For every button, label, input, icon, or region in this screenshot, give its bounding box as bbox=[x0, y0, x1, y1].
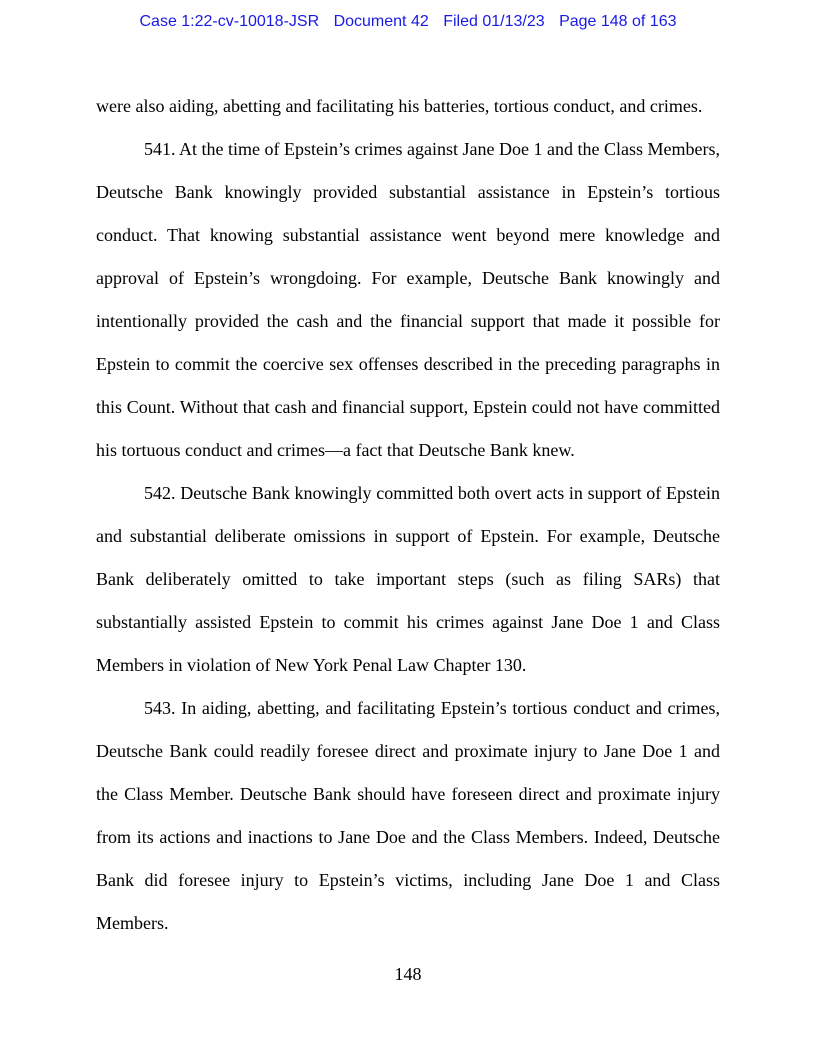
paragraph-542: 542. Deutsche Bank knowingly committed both overt acts in support of Epstein and substantial deliberate omissions in support of Epstein. For example, Deutsche Bank deliberately omitted to take important steps (such as filing SARs) that substantially assisted Epstein to commit his crimes against Jane Doe 1 and Class Members in violation of New York Penal Law Chapter 130. bbox=[96, 483, 720, 675]
document-number: Document 42 bbox=[333, 13, 429, 30]
paragraph-continuation: were also aiding, abetting and facilitating his batteries, tortious conduct, and crimes. bbox=[96, 96, 703, 116]
page-of-total: Page 148 of 163 bbox=[559, 13, 677, 30]
document-body bbox=[96, 85, 720, 945]
case-number: Case 1:22-cv-10018-JSR bbox=[139, 13, 320, 30]
paragraph-543: 543. In aiding, abetting, and facilitating Epstein’s tortious conduct and crimes, Deutsche Bank could readily foresee direct and proximate injury to Jane Doe 1 and the Class Member. Deutsche Bank should have foreseen direct and proximate injury from its actions and inactions to Jane Doe and the Class Members. Indeed, Deutsche Bank did foresee injury to Epstein’s victims, including Jane Doe 1 and Class Members. bbox=[96, 698, 720, 933]
case-header bbox=[0, 13, 816, 31]
filed-date: Filed 01/13/23 bbox=[443, 13, 545, 30]
paragraph-541: 541. At the time of Epstein’s crimes against Jane Doe 1 and the Class Members, Deutsche Bank knowingly provided substantial assistance in Epstein’s tortious conduct. That knowing substantial assistance went beyond mere knowledge and approval of Epstein’s wrongdoing. For example, Deutsche Bank knowingly and intentionally provided the cash and the financial support that made it possible for Epstein to commit the coercive sex offenses described in the preceding paragraphs in this Count. Without that cash and financial support, Epstein could not have committed his tortuous conduct and crimes—a fact that Deutsche Bank knew. bbox=[96, 139, 720, 460]
page-number: 148 bbox=[394, 964, 422, 984]
